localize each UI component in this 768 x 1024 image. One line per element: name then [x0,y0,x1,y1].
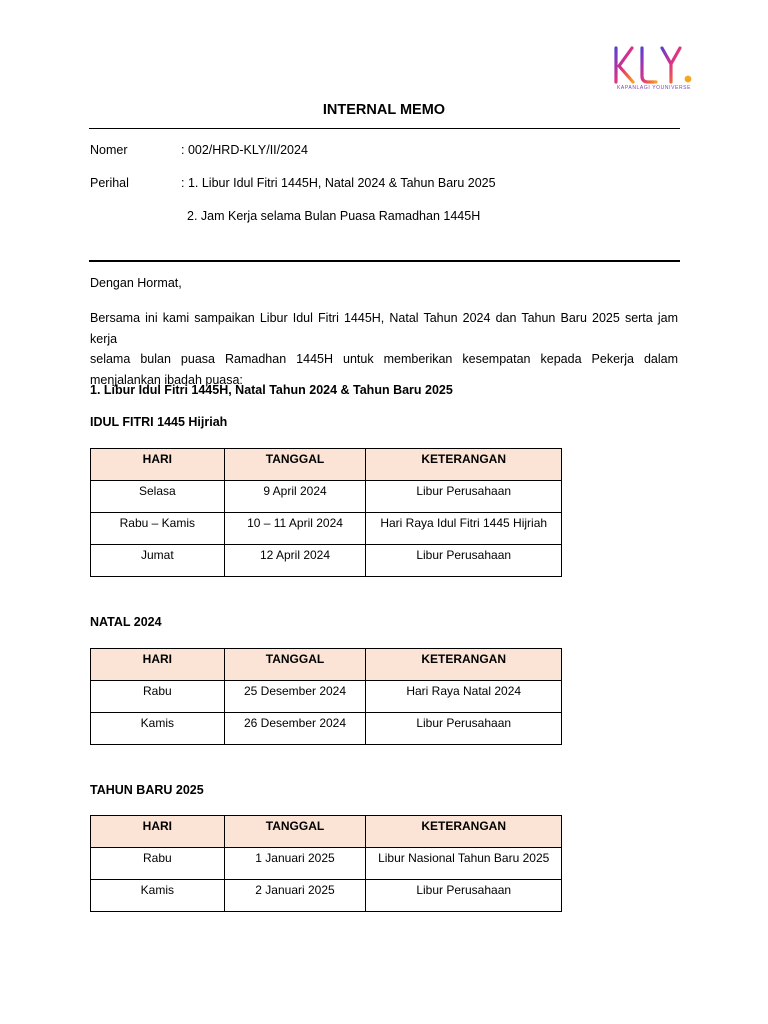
cell-hari: Kamis [91,880,225,912]
cell-hari: Rabu – Kamis [91,513,225,545]
col-header-hari: HARI [91,649,225,681]
perihal-value-2: 2. Jam Kerja selama Bulan Puasa Ramadhan 1445H [187,209,481,223]
cell-tanggal: 26 Desember 2024 [224,713,366,745]
perihal-label: Perihal [90,176,129,190]
table-row [91,681,562,713]
table-row [91,848,562,880]
cell-keterangan: Hari Raya Idul Fitri 1445 Hijriah [366,513,562,545]
title-divider [89,128,680,129]
col-header-hari: HARI [91,816,225,848]
perihal-value-1: : 1. Libur Idul Fitri 1445H, Natal 2024 & Tahun Baru 2025 [181,176,496,190]
logo-subtitle: KAPANLAGI YOUNIVERSE [616,85,692,91]
table-header-row [91,649,562,681]
intro-line: Bersama ini kami sampaikan Libur Idul Fitri 1445H, Natal Tahun 2024 dan Tahun Baru 2025 serta jam kerja [90,311,678,346]
intro-line: menjalankan ibadah puasa: [90,372,243,387]
cell-keterangan: Libur Perusahaan [366,481,562,513]
col-header-keterangan: KETERANGAN [366,816,562,848]
col-header-tanggal: TANGGAL [224,649,366,681]
memo-title: INTERNAL MEMO [322,102,446,118]
col-header-keterangan: KETERANGAN [366,649,562,681]
cell-tanggal: 25 Desember 2024 [224,681,366,713]
cell-keterangan: Libur Perusahaan [366,880,562,912]
cell-hari: Rabu [91,681,225,713]
table-row [91,513,562,545]
cell-tanggal: 2 Januari 2025 [224,880,366,912]
col-header-tanggal: TANGGAL [224,449,366,481]
natal-table [90,648,562,745]
cell-hari: Jumat [91,545,225,577]
table-header-row [91,816,562,848]
col-header-keterangan: KETERANGAN [366,449,562,481]
table-heading-natal: NATAL 2024 [90,615,162,629]
table-row [91,545,562,577]
col-header-hari: HARI [91,449,225,481]
table-heading-idul-fitri: IDUL FITRI 1445 Hijriah [90,415,228,429]
nomer-label: Nomer [90,143,128,157]
table-row [91,880,562,912]
cell-hari: Selasa [91,481,225,513]
section-1-heading: 1. Libur Idul Fitri 1445H, Natal Tahun 2024 & Tahun Baru 2025 [90,383,453,397]
idul-fitri-table [90,448,562,577]
cell-keterangan: Libur Perusahaan [366,713,562,745]
cell-hari: Kamis [91,713,225,745]
table-row [91,713,562,745]
greeting: Dengan Hormat, [90,276,182,290]
cell-keterangan: Libur Perusahaan [366,545,562,577]
tahun-baru-table [90,815,562,912]
cell-tanggal: 1 Januari 2025 [224,848,366,880]
cell-tanggal: 12 April 2024 [224,545,366,577]
cell-tanggal: 10 – 11 April 2024 [224,513,366,545]
cell-keterangan: Libur Nasional Tahun Baru 2025 [366,848,562,880]
intro-paragraph [90,308,678,390]
intro-line: selama bulan puasa Ramadhan 1445H untuk memberikan kesempatan kepada Pekerja dalam [90,352,678,366]
table-heading-tahun-baru: TAHUN BARU 2025 [90,783,204,797]
cell-tanggal: 9 April 2024 [224,481,366,513]
header-divider [89,260,680,262]
table-header-row [91,449,562,481]
cell-hari: Rabu [91,848,225,880]
cell-keterangan: Hari Raya Natal 2024 [366,681,562,713]
nomer-value: : 002/HRD-KLY/II/2024 [181,143,308,157]
table-row [91,481,562,513]
col-header-tanggal: TANGGAL [224,816,366,848]
